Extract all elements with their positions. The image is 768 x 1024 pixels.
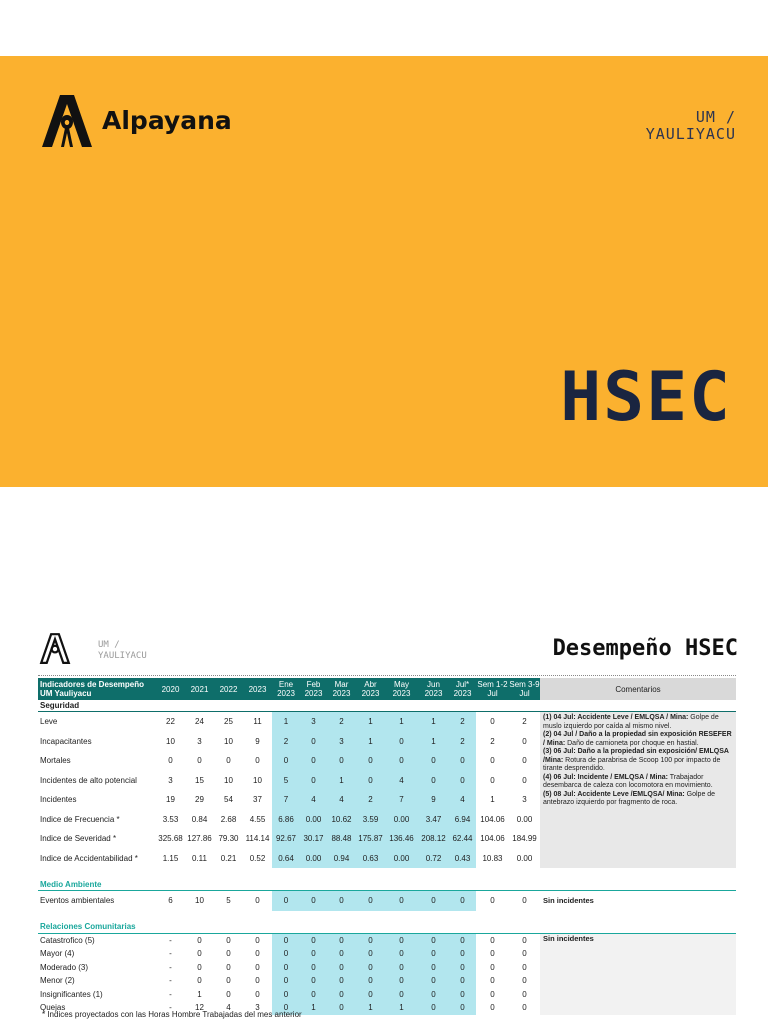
spacer-cell	[38, 911, 736, 921]
table-cell: 0	[300, 771, 327, 791]
unit-label-line2: YAULIYACU	[645, 125, 736, 143]
slide-unit-label-line2: YAULIYACU	[98, 651, 147, 661]
row-label: Leve	[40, 717, 58, 727]
row-label: Incidentes	[40, 795, 77, 805]
table-cell: 0	[385, 732, 418, 752]
table-cell: 10	[224, 775, 233, 785]
table-cell: 0	[356, 988, 385, 1002]
comment-heading: (5) 08 Jul: Accidente Leve /EMLQSA/ Mina:	[543, 790, 685, 798]
safety-comments	[540, 712, 736, 869]
table-cell: 15	[195, 775, 204, 785]
table-cell: 19	[166, 795, 175, 805]
section-title: Medio Ambiente	[38, 878, 540, 891]
slide-unit-label-line1: UM /	[98, 640, 120, 650]
table-cell: 104.06	[480, 814, 505, 824]
table-cell: 0.64	[272, 849, 300, 869]
table-cell: 1	[418, 712, 449, 732]
table-cell: 2	[327, 712, 356, 732]
table-cell: -	[169, 1003, 172, 1013]
slide-title: Desempeño HSEC	[552, 636, 738, 661]
table-cell: 0	[300, 974, 327, 988]
header-column: Abr 2023	[356, 678, 385, 700]
table-cell: 0	[300, 891, 327, 911]
row-label: Moderado (3)	[40, 962, 89, 972]
table-cell: 92.67	[272, 829, 300, 849]
comment-text: Rotura de parabrisa de Scoop 100 por impacto de tirante desprendido.	[543, 756, 721, 772]
table-cell: 1	[385, 1001, 418, 1015]
table-cell: 5	[226, 896, 231, 906]
table-cell: 0	[522, 756, 527, 766]
table-cell: 0	[418, 947, 449, 961]
table-cell: 0.43	[449, 849, 476, 869]
table-cell: 7	[385, 790, 418, 810]
table-cell: 0.00	[516, 814, 533, 824]
table-cell: 0	[385, 947, 418, 961]
table-cell: 2	[272, 732, 300, 752]
table-cell: 1	[418, 732, 449, 752]
row-label: Incidentes de alto potencial	[40, 775, 137, 785]
table-cell: 0	[255, 896, 260, 906]
section-header-row	[38, 878, 736, 891]
spacer-row	[38, 911, 736, 921]
header-indicator	[38, 678, 156, 700]
table-cell: 0	[272, 988, 300, 1002]
slide-header	[38, 632, 738, 668]
table-cell: 4	[385, 771, 418, 791]
table-cell: 29	[195, 795, 204, 805]
table-cell: 0	[197, 935, 202, 945]
table-cell: 0	[197, 756, 202, 766]
table-cell: 0	[300, 961, 327, 975]
table-cell: 104.06	[480, 834, 505, 844]
table-cell: 3	[327, 732, 356, 752]
comment-entry	[543, 774, 734, 791]
table-cell: 0	[490, 935, 495, 945]
table-cell: 0.72	[418, 849, 449, 869]
table-cell: 1	[356, 1001, 385, 1015]
alpayana-logo-icon	[38, 91, 96, 149]
comment-text: Trabajador desembarca de caleza con locomotora en movimiento.	[543, 773, 713, 789]
table-cell: -	[169, 989, 172, 999]
table-cell: 0	[226, 756, 231, 766]
table-cell: 4	[327, 790, 356, 810]
comment-entry	[543, 791, 734, 808]
header-column: Mar 2023	[327, 678, 356, 700]
table-cell: 1	[300, 1001, 327, 1015]
table-cell: 0.00	[385, 849, 418, 869]
table-cell: 0	[356, 891, 385, 911]
table-cell: 0	[255, 989, 260, 999]
row-label: Incapacitantes	[40, 736, 92, 746]
table-row	[38, 712, 736, 732]
table-cell: 11	[253, 717, 262, 727]
table-cell: 0	[272, 961, 300, 975]
table-cell: 2.68	[220, 814, 237, 824]
header-column: Jun 2023	[418, 678, 449, 700]
hsec-performance-table	[38, 678, 736, 1015]
table-cell: 0	[327, 751, 356, 771]
table-cell: 3.53	[162, 814, 179, 824]
table-cell: 0	[490, 717, 495, 727]
table-cell: 0	[300, 732, 327, 752]
table-cell: 0	[300, 947, 327, 961]
table-cell: 54	[224, 795, 233, 805]
header-comments: Comentarios	[540, 678, 736, 700]
row-label: Eventos ambientales	[40, 896, 115, 906]
table-cell: 1	[356, 712, 385, 732]
table-cell: 0	[418, 974, 449, 988]
row-label: Menor (2)	[40, 976, 75, 986]
row-label: Catastrofico (5)	[40, 935, 95, 945]
table-cell: 79.30	[218, 834, 239, 844]
table-cell: 2	[449, 712, 476, 732]
comment-heading: (1) 04 Jul: Accidente Leve / EMLQSA / Mina:	[543, 714, 689, 721]
table-cell: 0	[490, 949, 495, 959]
table-cell: -	[169, 962, 172, 972]
table-row	[38, 891, 736, 911]
table-cell: 2	[522, 717, 527, 727]
header-column: Ene 2023	[272, 678, 300, 700]
footnote: * Indices proyectados con las Horas Hombre Trabajadas del mes anterior	[42, 1010, 302, 1019]
table-cell: 25	[224, 717, 233, 727]
table-cell: 0	[197, 976, 202, 986]
table-cell: 0	[197, 949, 202, 959]
table-cell: -	[169, 935, 172, 945]
table-cell: 0	[449, 891, 476, 911]
table-cell: 0	[300, 751, 327, 771]
table-cell: 0	[522, 775, 527, 785]
header-column: Sem 1-2 Jul	[477, 680, 508, 698]
table-cell: 1	[197, 989, 202, 999]
comment-heading: (2) 04 Jul / Daño a la propiedad sin exposición RESEFER / Mina:	[543, 731, 732, 747]
table-cell: 10	[195, 896, 204, 906]
table-cell: 0.84	[191, 814, 208, 824]
table-cell: 1	[490, 795, 495, 805]
header-column: May 2023	[385, 678, 418, 700]
table-cell: 0	[449, 961, 476, 975]
table-cell: 0	[226, 962, 231, 972]
brand-name: Alpayana	[102, 105, 232, 135]
table-cell: 9	[418, 790, 449, 810]
table-cell: -	[169, 976, 172, 986]
table-cell: 0	[272, 974, 300, 988]
table-cell: 0.00	[300, 810, 327, 830]
community-comment: Sin incidentes	[540, 933, 736, 1015]
table-cell: 0	[490, 976, 495, 986]
table-cell: 12	[195, 1003, 204, 1013]
row-label: Indice de Accidentabilidad *	[40, 853, 138, 863]
table-cell: 0	[272, 933, 300, 947]
table-cell: 0	[449, 1001, 476, 1015]
table-cell: 0	[327, 988, 356, 1002]
table-cell: 0	[356, 947, 385, 961]
table-cell: 0	[522, 736, 527, 746]
table-cell: 22	[166, 717, 175, 727]
section-title: Relaciones Comunitarias	[38, 921, 540, 934]
table-cell: 0	[327, 933, 356, 947]
table-cell: 0	[300, 933, 327, 947]
table-cell: 10.62	[327, 810, 356, 830]
table-cell: 208.12	[418, 829, 449, 849]
table-cell: 0	[449, 751, 476, 771]
table-cell: 0.00	[385, 810, 418, 830]
table-cell: 0	[522, 935, 527, 945]
table-cell: 0	[327, 961, 356, 975]
table-cell: 0	[449, 947, 476, 961]
table-cell: 0	[272, 751, 300, 771]
header-column: 2022	[214, 678, 243, 700]
table-cell: 4	[226, 1003, 231, 1013]
table-cell: 0	[418, 961, 449, 975]
table-cell: 3	[300, 712, 327, 732]
cover-title: HSEC	[560, 358, 732, 437]
table-cell: 0	[327, 1001, 356, 1015]
slide-unit-label	[98, 640, 147, 662]
table-cell: 0	[449, 771, 476, 791]
table-cell: 9	[255, 736, 260, 746]
table-cell: 127.86	[187, 834, 212, 844]
table-cell: 1.15	[162, 853, 179, 863]
table-cell: 114.14	[245, 834, 270, 844]
table-cell: 0	[255, 962, 260, 972]
table-cell: 0	[255, 935, 260, 945]
table-cell: 0	[356, 933, 385, 947]
comment-heading: (3) 06 Jul: Daño a la propiedad sin exposición/ EMLQSA /Mina:	[543, 748, 729, 764]
table-cell: 0	[327, 947, 356, 961]
table-cell: 0	[356, 771, 385, 791]
table-cell: 175.87	[356, 829, 385, 849]
table-cell: 0	[226, 935, 231, 945]
table-cell: 0.00	[300, 849, 327, 869]
divider	[38, 675, 736, 676]
section-comment-spacer	[540, 700, 736, 712]
table-cell: 0	[490, 1003, 495, 1013]
table-cell: 24	[195, 717, 204, 727]
table-cell: 2	[449, 732, 476, 752]
section-comment-spacer	[540, 921, 736, 934]
table-cell: 37	[253, 795, 262, 805]
table-cell: 3	[522, 795, 527, 805]
header-indicator-text: Indicadores de Desempeño UM Yauliyacu	[40, 680, 145, 698]
table-cell: 0	[490, 962, 495, 972]
table-cell: 0	[168, 756, 173, 766]
comment-heading: (4) 06 Jul: Incidente / EMLQSA / Mina:	[543, 773, 668, 781]
table-cell: 6.86	[272, 810, 300, 830]
row-label: Indice de Frecuencia *	[40, 814, 120, 824]
table-cell: 0	[356, 751, 385, 771]
table-cell: 0.21	[220, 853, 237, 863]
table-cell: 62.44	[449, 829, 476, 849]
spacer-cell	[38, 868, 736, 878]
table-cell: 0	[327, 974, 356, 988]
table-cell: 3.47	[418, 810, 449, 830]
section-header-row	[38, 700, 736, 712]
table-cell: 0	[418, 751, 449, 771]
table-cell: 4	[449, 790, 476, 810]
table-cell: 4	[300, 790, 327, 810]
table-cell: 0	[522, 896, 527, 906]
table-cell: 0	[385, 961, 418, 975]
table-cell: 0	[522, 1003, 527, 1013]
table-cell: 10.83	[482, 853, 503, 863]
table-cell: 184.99	[512, 834, 537, 844]
table-cell: 3.59	[356, 810, 385, 830]
comment-entry	[543, 731, 734, 748]
table-cell: 0	[490, 896, 495, 906]
table-cell: 2	[356, 790, 385, 810]
table-cell: 88.48	[327, 829, 356, 849]
comment-text: Daño de camioneta por choque en hastial.	[565, 739, 699, 747]
table-cell: 0	[490, 989, 495, 999]
table-cell: 3	[197, 736, 202, 746]
table-cell: 0	[300, 988, 327, 1002]
table-cell: 0	[272, 891, 300, 911]
table-cell: 0	[385, 974, 418, 988]
header-column: 2020	[156, 678, 185, 700]
row-label: Mortales	[40, 756, 71, 766]
table-cell: 0	[356, 961, 385, 975]
alpayana-small-logo-icon	[38, 632, 72, 664]
table-cell: 1	[272, 712, 300, 732]
table-cell: 136.46	[385, 829, 418, 849]
spacer-row	[38, 868, 736, 878]
table-cell: 10	[224, 736, 233, 746]
table-cell: 1	[385, 712, 418, 732]
table-cell: 3	[255, 1003, 260, 1013]
table-cell: 0.52	[249, 853, 266, 863]
table-cell: 0	[255, 976, 260, 986]
row-label: Quejas	[40, 1003, 66, 1013]
table-cell: 7	[272, 790, 300, 810]
table-cell: 0	[226, 976, 231, 986]
header-column: Feb 2023	[300, 678, 327, 700]
table-cell: 1	[327, 771, 356, 791]
table-cell: 0	[226, 949, 231, 959]
table-cell: 30.17	[300, 829, 327, 849]
table-cell: 325.68	[158, 834, 183, 844]
table-cell: 0	[449, 988, 476, 1002]
table-cell: 0	[522, 976, 527, 986]
table-cell: 10	[253, 775, 262, 785]
table-cell: 4.55	[249, 814, 266, 824]
row-label: Mayor (4)	[40, 949, 75, 959]
table-cell: 0	[418, 988, 449, 1002]
comment-entry	[543, 714, 734, 731]
table-cell: 0	[356, 974, 385, 988]
table-cell: 0	[385, 933, 418, 947]
table-cell: 6	[168, 896, 173, 906]
table-cell: 0	[522, 949, 527, 959]
table-cell: 0	[226, 989, 231, 999]
table-cell: 0	[490, 756, 495, 766]
table-cell: 6.94	[449, 810, 476, 830]
environment-comment: Sin incidentes	[540, 891, 736, 911]
table-cell: 0	[522, 989, 527, 999]
unit-label-line1: UM /	[695, 108, 736, 126]
table-header-row	[38, 678, 736, 700]
table-cell: 0	[418, 891, 449, 911]
table-cell: 0	[385, 891, 418, 911]
table-cell: 0	[449, 933, 476, 947]
alpayana-logo	[38, 91, 232, 149]
table-cell: 0	[385, 988, 418, 1002]
table-cell: 0	[522, 962, 527, 972]
table-cell: 0	[449, 974, 476, 988]
table-cell: 0.63	[356, 849, 385, 869]
comment-text: Golpe de antebrazo izquierdo por fragmento de roca.	[543, 790, 716, 806]
row-label: Insignificantes (1)	[40, 989, 103, 999]
table-row	[38, 933, 736, 947]
table-cell: 0	[272, 947, 300, 961]
table-cell: 0	[255, 949, 260, 959]
section-title: Seguridad	[38, 700, 540, 712]
unit-label	[646, 109, 736, 143]
table-cell: 5	[272, 771, 300, 791]
table-cell: 0	[490, 775, 495, 785]
table-cell: 10	[166, 736, 175, 746]
table-cell: 0	[385, 751, 418, 771]
cover-banner	[0, 56, 768, 487]
section-header-row	[38, 921, 736, 934]
comment-text: Golpe de muslo izquierdo por caída al mismo nivel.	[543, 714, 719, 730]
table-cell: 0	[418, 771, 449, 791]
table-cell: 0	[272, 1001, 300, 1015]
table-cell: -	[169, 949, 172, 959]
header-column: 2021	[185, 678, 214, 700]
row-label: Indice de Severidad *	[40, 834, 117, 844]
table-cell: 1	[356, 732, 385, 752]
table-cell: 0	[418, 933, 449, 947]
table-cell: 0	[418, 1001, 449, 1015]
table-cell: 0	[255, 756, 260, 766]
header-column: 2023	[243, 678, 272, 700]
table-cell: 0	[327, 891, 356, 911]
table-cell: 3	[168, 775, 173, 785]
header-column: Sem 3-9 Jul	[509, 680, 540, 698]
comment-entry	[543, 748, 734, 774]
header-column: Jul* 2023	[449, 678, 476, 700]
table-cell: 0.00	[516, 853, 533, 863]
table-cell: 0.94	[327, 849, 356, 869]
table-cell: 0	[197, 962, 202, 972]
section-comment-spacer	[540, 878, 736, 891]
table-cell: 0.11	[192, 853, 207, 863]
table-cell: 2	[490, 736, 495, 746]
